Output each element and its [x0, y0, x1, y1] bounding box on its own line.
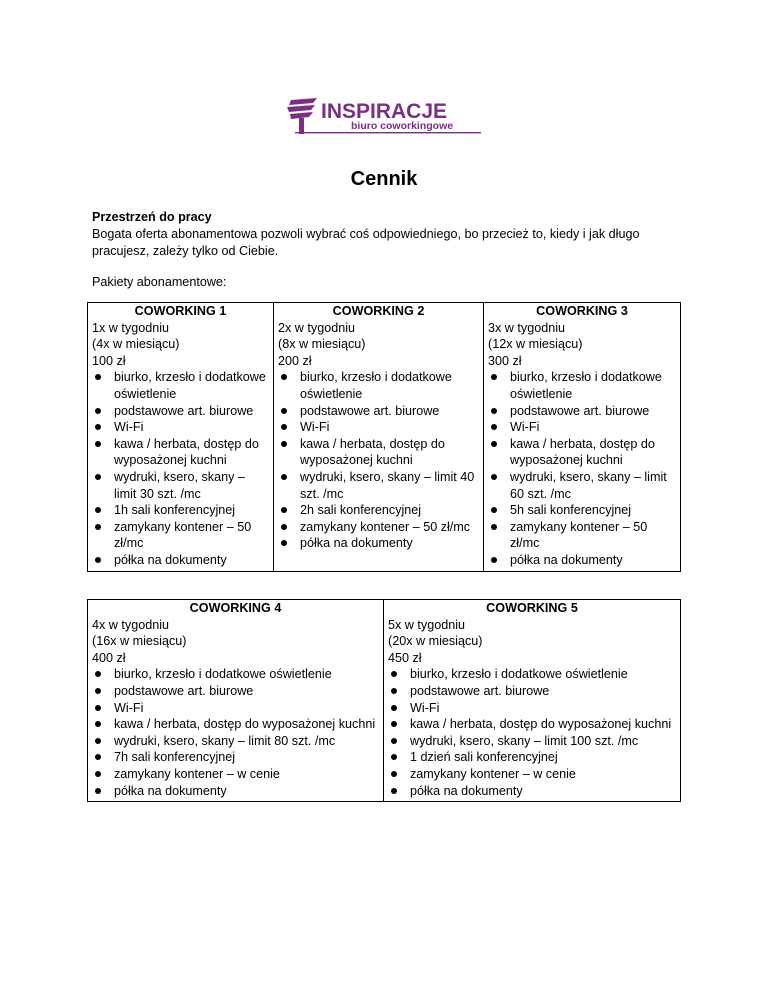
package-features — [92, 369, 269, 568]
tree-logo-icon — [287, 98, 481, 138]
feature-item: kawa / herbata, dostęp do wyposażonej kuchni — [278, 436, 479, 469]
package-frequency: 1x w tygodniu — [92, 320, 170, 335]
feature-item: zamykany kontener – 50 zł/mc — [92, 519, 269, 552]
package-card — [88, 600, 384, 802]
package-features — [92, 666, 379, 799]
feature-item: biurko, krzesło i dodatkowe oświetlenie — [388, 666, 676, 683]
feature-item: kawa / herbata, dostęp do wyposażonej kuchni — [92, 716, 379, 733]
feature-item: biurko, krzesło i dodatkowe oświetlenie — [92, 369, 269, 402]
feature-item: Wi-Fi — [488, 419, 676, 436]
section-heading: Przestrzeń do pracy — [92, 210, 212, 224]
feature-item: Wi-Fi — [278, 419, 479, 436]
package-frequency: 5x w tygodniu — [388, 617, 466, 632]
package-monthly: (20x w miesiącu) — [388, 634, 483, 649]
package-price: 450 zł — [388, 650, 422, 665]
package-frequency: 2x w tygodniu — [278, 320, 356, 335]
intro-line: Bogata oferta abonamentowa pozwoli wybrać coś odpowiedniego, bo przecież to, kiedy i jak długo — [92, 227, 640, 241]
feature-item: Wi-Fi — [388, 700, 676, 717]
feature-item: zamykany kontener – 50 zł/mc — [488, 519, 676, 552]
feature-item: półka na dokumenty — [92, 552, 269, 569]
package-name: COWORKING 4 — [189, 601, 282, 615]
feature-item: kawa / herbata, dostęp do wyposażonej kuchni — [488, 436, 676, 469]
feature-item: zamykany kontener – 50 zł/mc — [278, 519, 479, 536]
feature-item: Wi-Fi — [92, 419, 269, 436]
package-features — [388, 666, 676, 799]
package-features — [278, 369, 479, 552]
package-features — [488, 369, 676, 568]
feature-item: wydruki, ksero, skany – limit 40 szt. /mc — [278, 469, 479, 502]
feature-item: podstawowe art. biurowe — [388, 683, 676, 700]
package-monthly: (8x w miesiącu) — [278, 337, 366, 352]
feature-item: półka na dokumenty — [92, 783, 379, 800]
logo-brand: INSPIRACJE — [321, 100, 448, 123]
intro-line: pracujesz, zależy tylko od Ciebie. — [92, 243, 279, 258]
package-name: COWORKING 3 — [536, 304, 628, 318]
feature-item: biurko, krzesło i dodatkowe oświetlenie — [488, 369, 676, 402]
pricing-table-top — [87, 302, 681, 572]
feature-item: biurko, krzesło i dodatkowe oświetlenie — [278, 369, 479, 402]
feature-item: kawa / herbata, dostęp do wyposażonej kuchni — [92, 436, 269, 469]
feature-item: podstawowe art. biurowe — [92, 683, 379, 700]
pricing-table-bottom — [87, 599, 681, 802]
feature-item: wydruki, ksero, skany – limit 80 szt. /mc — [92, 733, 379, 750]
logo-tagline: biuro coworkingowe — [351, 120, 454, 132]
package-price: 200 zł — [278, 353, 312, 368]
page-title: Cennik — [350, 168, 418, 190]
feature-item: 5h sali konferencyjnej — [488, 502, 676, 519]
feature-item: kawa / herbata, dostęp do wyposażonej kuchni — [388, 716, 676, 733]
package-card — [484, 303, 681, 572]
package-price: 400 zł — [92, 650, 126, 665]
package-card — [274, 303, 484, 572]
feature-item: 2h sali konferencyjnej — [278, 502, 479, 519]
package-card — [384, 600, 681, 802]
feature-item: półka na dokumenty — [388, 783, 676, 800]
package-frequency: 3x w tygodniu — [488, 320, 566, 335]
feature-item: półka na dokumenty — [278, 535, 479, 552]
feature-item: podstawowe art. biurowe — [488, 403, 676, 420]
package-monthly: (16x w miesiącu) — [92, 634, 187, 649]
intro-paragraph — [92, 226, 692, 259]
feature-item: 1h sali konferencyjnej — [92, 502, 269, 519]
package-name: COWORKING 5 — [486, 601, 578, 615]
package-name: COWORKING 1 — [134, 304, 227, 318]
feature-item: podstawowe art. biurowe — [92, 403, 269, 420]
feature-item: 7h sali konferencyjnej — [92, 749, 379, 766]
feature-item: 1 dzień sali konferencyjnej — [388, 749, 676, 766]
package-price: 300 zł — [488, 353, 522, 368]
package-card — [88, 303, 274, 572]
feature-item: zamykany kontener – w cenie — [92, 766, 379, 783]
package-price: 100 zł — [92, 353, 126, 368]
feature-item: zamykany kontener – w cenie — [388, 766, 676, 783]
logo — [287, 98, 481, 138]
package-name: COWORKING 2 — [332, 304, 425, 318]
feature-item: biurko, krzesło i dodatkowe oświetlenie — [92, 666, 379, 683]
feature-item: wydruki, ksero, skany – limit 60 szt. /mc — [488, 469, 676, 502]
feature-item: półka na dokumenty — [488, 552, 676, 569]
feature-item: Wi-Fi — [92, 700, 379, 717]
feature-item: podstawowe art. biurowe — [278, 403, 479, 420]
packages-label: Pakiety abonamentowe: — [92, 275, 227, 289]
feature-item: wydruki, ksero, skany – limit 100 szt. /mc — [388, 733, 676, 750]
package-frequency: 4x w tygodniu — [92, 617, 170, 632]
feature-item: wydruki, ksero, skany – limit 30 szt. /mc — [92, 469, 269, 502]
package-monthly: (4x w miesiącu) — [92, 337, 180, 352]
package-monthly: (12x w miesiącu) — [488, 337, 583, 352]
